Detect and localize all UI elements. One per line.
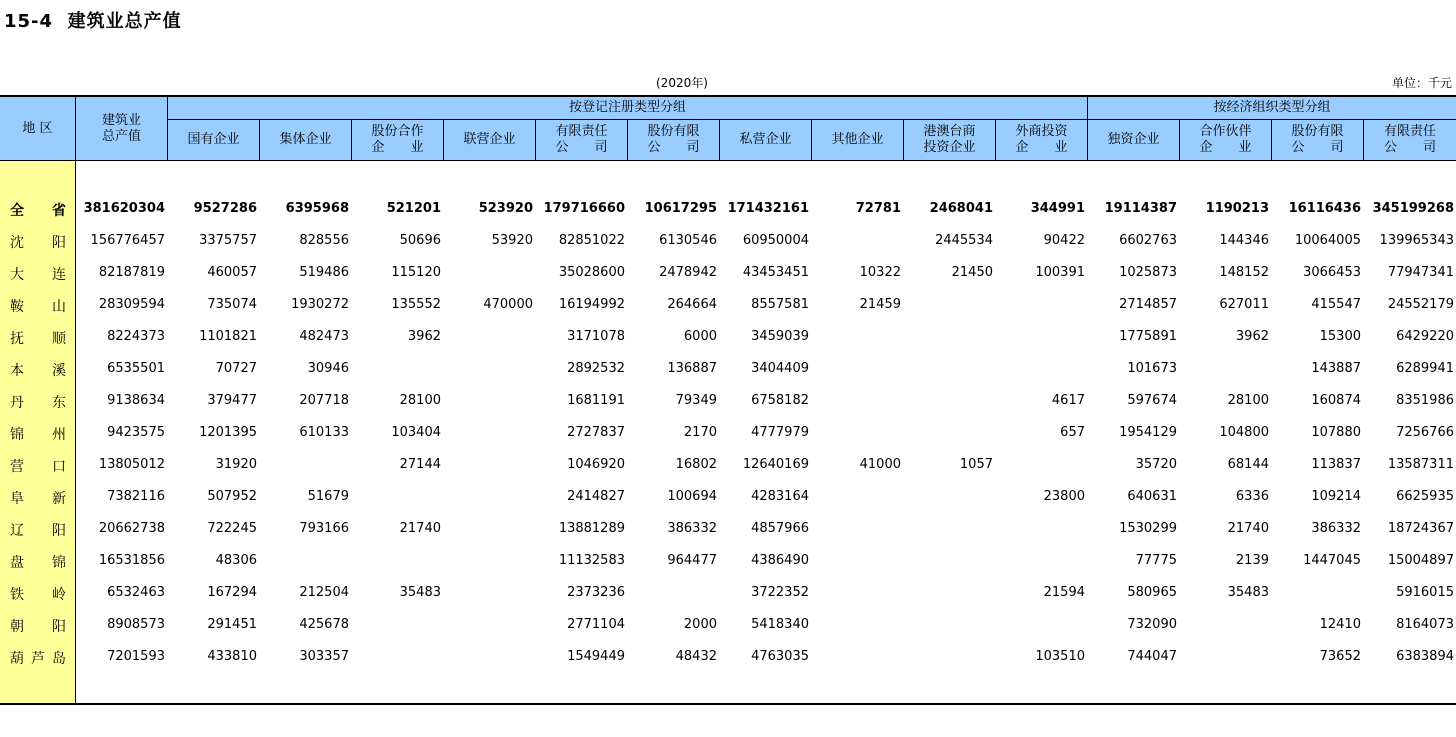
table-cell: 35483 [399,585,441,600]
table-cell: 8164073 [1396,617,1454,632]
table-cell: 2478942 [659,265,717,280]
table-cell: 482473 [299,329,349,344]
table-cell: 135552 [391,297,441,312]
table-cell: 4386490 [751,553,809,568]
table-cell: 507952 [207,489,257,504]
region-header: 地 区 [22,120,53,136]
column-header-line: 股份有限 [1291,124,1344,139]
column-header-line: 联营企业 [463,132,516,147]
table-cell: 460057 [207,265,257,280]
table-cell: 6602763 [1119,233,1177,248]
region-name: 鞍山 [10,299,66,315]
table-cell: 101673 [1127,361,1177,376]
table-cell: 2892532 [567,361,625,376]
table-cell: 657 [1060,425,1085,440]
table-cell: 1201395 [199,425,257,440]
table-cell: 3171078 [567,329,625,344]
table-cell: 139965343 [1379,233,1454,248]
table-cell: 6535501 [107,361,165,376]
table-cell: 82851022 [558,233,625,248]
table-cell: 6758182 [751,393,809,408]
table-cell: 41000 [859,457,901,472]
column-header [1180,120,1271,160]
table-cell: 744047 [1127,649,1177,664]
column-header-line: 公 司 [1291,140,1344,155]
table-cell: 13881289 [558,521,625,536]
table-cell: 207718 [299,393,349,408]
table-cell: 580965 [1127,585,1177,600]
table-cell: 167294 [207,585,257,600]
column-header [444,120,535,160]
table-cell: 104800 [1219,425,1269,440]
table-cell: 16802 [675,457,717,472]
column-header [628,120,719,160]
bottom-rule [0,703,1456,705]
table-cell: 1057 [959,457,993,472]
table-cell: 6395968 [285,201,349,216]
table-cell: 8224373 [107,329,165,344]
column-header [1088,120,1179,160]
table-cell: 100391 [1035,265,1085,280]
table-cell: 16531856 [98,553,165,568]
table-cell: 10617295 [644,201,717,216]
table-cell: 2373236 [567,585,625,600]
table-cell: 15004897 [1387,553,1454,568]
table-cell: 386332 [667,521,717,536]
table-cell: 722245 [207,521,257,536]
table-cell: 13587311 [1387,457,1454,472]
table-cell: 72781 [855,201,901,216]
table-cell: 21594 [1043,585,1085,600]
table-cell: 115120 [391,265,441,280]
column-header-line: 企 业 [1015,140,1068,155]
column-header [996,120,1087,160]
table-cell: 27144 [399,457,441,472]
table-cell: 148152 [1219,265,1269,280]
table-cell: 136887 [667,361,717,376]
column-header-line: 外商投资 [1015,124,1068,139]
table-cell: 113837 [1311,457,1361,472]
table-cell: 6336 [1235,489,1269,504]
grid-line [0,160,1456,161]
table-cell: 156776457 [90,233,165,248]
table-cell: 15300 [1319,329,1361,344]
region-name: 营口 [10,459,66,475]
region-name: 盘锦 [10,555,66,571]
table-cell: 1101821 [199,329,257,344]
table-cell: 12410 [1319,617,1361,632]
year-label: (2020年) [656,76,708,90]
table-cell: 82187819 [98,265,165,280]
table-cell: 303357 [299,649,349,664]
table-cell: 3404409 [751,361,809,376]
table-cell: 6130546 [659,233,717,248]
table-cell: 7256766 [1396,425,1454,440]
column-header-line: 公 司 [647,140,700,155]
table-cell: 1530299 [1119,521,1177,536]
table-cell: 1775891 [1119,329,1177,344]
table-cell: 344991 [1030,201,1085,216]
region-name: 大连 [10,267,66,283]
table-cell: 28100 [1227,393,1269,408]
table-cell: 6000 [683,329,717,344]
table-cell: 212504 [299,585,349,600]
column-header-line: 企 业 [371,140,424,155]
total-header-line2: 总产值 [101,128,141,144]
table-cell: 381620304 [83,201,165,216]
column-header-line: 有限责任 [555,124,608,139]
grid-line [75,97,76,704]
table-cell: 3722352 [751,585,809,600]
table-cell: 640631 [1127,489,1177,504]
table-cell: 21450 [951,265,993,280]
table-cell: 2414827 [567,489,625,504]
region-name: 阜新 [10,491,66,507]
column-header-line: 其他企业 [831,132,884,147]
table-cell: 1549449 [567,649,625,664]
region-name: 葫芦岛 [10,651,66,667]
table-cell: 2445534 [935,233,993,248]
column-header-line: 合作伙伴 [1199,124,1252,139]
table-cell: 103510 [1035,649,1085,664]
table-cell: 10322 [859,265,901,280]
table-cell: 31920 [215,457,257,472]
table-cell: 35028600 [558,265,625,280]
table-cell: 521201 [386,201,441,216]
table-cell: 4283164 [751,489,809,504]
table-cell: 1954129 [1119,425,1177,440]
total-header-line1: 建筑业 [101,112,141,128]
table-cell: 68144 [1227,457,1269,472]
table-cell: 143887 [1311,361,1361,376]
table-cell: 21459 [859,297,901,312]
table-cell: 735074 [207,297,257,312]
table-cell: 1681191 [567,393,625,408]
column-header [812,120,903,160]
table-cell: 79349 [675,393,717,408]
table-cell: 386332 [1311,521,1361,536]
table-cell: 4617 [1051,393,1085,408]
column-header-line: 股份有限 [647,124,700,139]
table-cell: 1447045 [1303,553,1361,568]
table-cell: 9423575 [107,425,165,440]
group-register-header: 按登记注册类型分组 [568,100,686,115]
column-header-line: 港澳台商 [923,124,976,139]
table-cell: 51679 [307,489,349,504]
table-cell: 2139 [1235,553,1269,568]
table-cell: 4857966 [751,521,809,536]
table-cell: 16116436 [1288,201,1361,216]
column-header [260,120,351,160]
column-header [904,120,995,160]
table-cell: 425678 [299,617,349,632]
table-cell: 160874 [1311,393,1361,408]
region-name: 抚顺 [10,331,66,347]
table-title: 15-4 建筑业总产值 [4,11,182,32]
column-header [1364,120,1456,160]
table-cell: 1190213 [1205,201,1269,216]
table-cell: 6429220 [1396,329,1454,344]
total-header [76,97,167,160]
table-cell: 28100 [399,393,441,408]
table-cell: 77775 [1135,553,1177,568]
table-cell: 1025873 [1119,265,1177,280]
table-cell: 345199268 [1372,201,1454,216]
table-cell: 103404 [391,425,441,440]
region-name: 丹东 [10,395,66,411]
table-cell: 6532463 [107,585,165,600]
column-header [352,120,443,160]
table-cell: 107880 [1311,425,1361,440]
table-cell: 23800 [1043,489,1085,504]
table-cell: 7382116 [107,489,165,504]
column-header-line: 企 业 [1199,140,1252,155]
table-cell: 109214 [1311,489,1361,504]
table-cell: 8908573 [107,617,165,632]
column-header-line: 有限责任 [1383,124,1436,139]
table-cell: 3962 [1235,329,1269,344]
table-cell: 523920 [478,201,533,216]
table-cell: 48432 [675,649,717,664]
table-cell: 9138634 [107,393,165,408]
table-cell: 179716660 [543,201,625,216]
table-cell: 793166 [299,521,349,536]
table-cell: 16194992 [558,297,625,312]
table-cell: 9527286 [193,201,257,216]
table-cell: 1046920 [567,457,625,472]
column-header [536,120,627,160]
column-header [720,120,811,160]
table-cell: 610133 [299,425,349,440]
table-cell: 60950004 [742,233,809,248]
table-cell: 519486 [299,265,349,280]
table-cell: 264664 [667,297,717,312]
table-cell: 18724367 [1387,521,1454,536]
table-cell: 30946 [307,361,349,376]
table-cell: 24552179 [1387,297,1454,312]
table-cell: 2771104 [567,617,625,632]
table-cell: 291451 [207,617,257,632]
table-cell: 597674 [1127,393,1177,408]
table-cell: 11132583 [558,553,625,568]
table-cell: 6289941 [1396,361,1454,376]
table-cell: 21740 [399,521,441,536]
column-header-line: 公 司 [1383,140,1436,155]
column-header-line: 国有企业 [187,132,240,147]
region-name: 本溪 [10,363,66,379]
table-cell: 2170 [683,425,717,440]
region-name: 朝阳 [10,619,66,635]
table-cell: 90422 [1043,233,1085,248]
table-cell: 433810 [207,649,257,664]
table-cell: 70727 [215,361,257,376]
table-cell: 77947341 [1387,265,1454,280]
column-header [1272,120,1363,160]
table-cell: 1930272 [291,297,349,312]
region-name: 锦州 [10,427,66,443]
table-cell: 35483 [1227,585,1269,600]
table-cell: 73652 [1319,649,1361,664]
table-cell: 3066453 [1303,265,1361,280]
table-cell: 2468041 [929,201,993,216]
table-cell: 6383894 [1396,649,1454,664]
table-cell: 5418340 [751,617,809,632]
table-cell: 35720 [1135,457,1177,472]
table-cell: 3962 [407,329,441,344]
column-header-line: 投资企业 [923,140,976,155]
table-cell: 6625935 [1396,489,1454,504]
table-cell: 964477 [667,553,717,568]
table-cell: 8351986 [1396,393,1454,408]
table-cell: 379477 [207,393,257,408]
table-cell: 732090 [1127,617,1177,632]
column-header [168,120,259,160]
table-cell: 144346 [1219,233,1269,248]
table-cell: 3459039 [751,329,809,344]
unit-label: 单位：千元 [1391,76,1452,90]
region-name: 铁岭 [10,587,66,603]
region-name: 全省 [10,203,66,219]
table-cell: 2727837 [567,425,625,440]
table-cell: 7201593 [107,649,165,664]
group-economic-header: 按经济组织类型分组 [1213,100,1331,115]
table-cell: 53920 [491,233,533,248]
table-cell: 470000 [483,297,533,312]
table-cell: 48306 [215,553,257,568]
table-cell: 3375757 [199,233,257,248]
column-header-line: 集体企业 [279,132,332,147]
table-cell: 43453451 [742,265,809,280]
table-cell: 10064005 [1294,233,1361,248]
table-cell: 415547 [1311,297,1361,312]
table-cell: 19114387 [1104,201,1177,216]
region-name: 辽阳 [10,523,66,539]
table-cell: 100694 [667,489,717,504]
column-header-line: 私营企业 [739,132,792,147]
table-cell: 13805012 [98,457,165,472]
table-cell: 4763035 [751,649,809,664]
column-header-line: 股份合作 [371,124,424,139]
column-header-line: 公 司 [555,140,608,155]
table-cell: 5916015 [1396,585,1454,600]
table-cell: 828556 [299,233,349,248]
table-cell: 171432161 [727,201,809,216]
table-cell: 12640169 [742,457,809,472]
column-header-line: 独资企业 [1107,132,1160,147]
table-cell: 4777979 [751,425,809,440]
table-cell: 28309594 [98,297,165,312]
region-name: 沈阳 [10,235,66,251]
table-cell: 627011 [1219,297,1269,312]
table-cell: 50696 [399,233,441,248]
table-cell: 21740 [1227,521,1269,536]
table-cell: 8557581 [751,297,809,312]
table-cell: 2000 [683,617,717,632]
table-cell: 2714857 [1119,297,1177,312]
table-cell: 20662738 [98,521,165,536]
